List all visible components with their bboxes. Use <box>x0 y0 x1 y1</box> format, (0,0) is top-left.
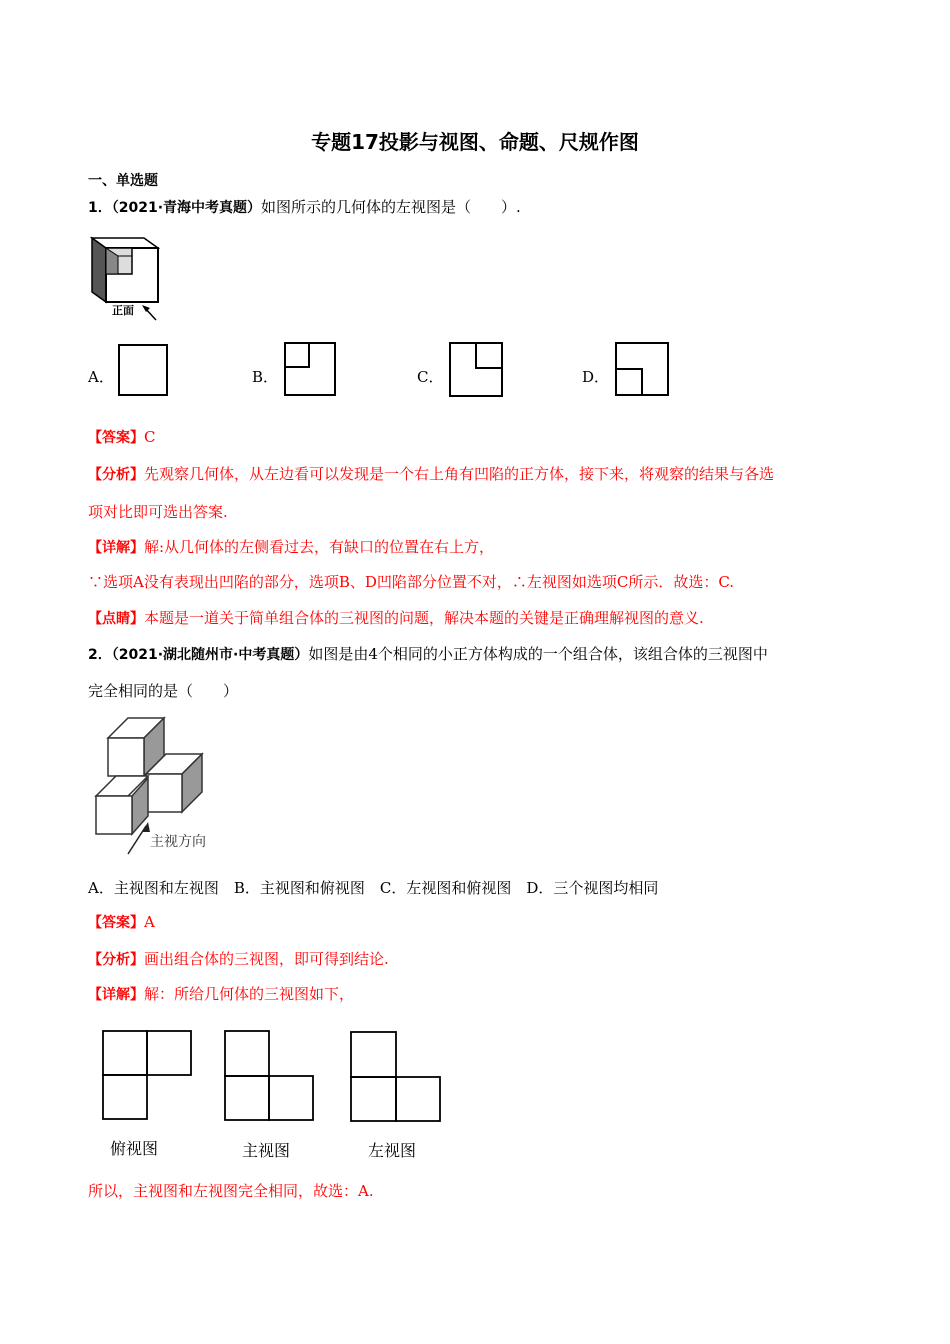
q1-option-b-figure <box>284 342 336 396</box>
q1-analysis <box>88 463 774 484</box>
q2-analysis-tag: 【分析】 <box>88 952 144 968</box>
q2-analysis <box>88 948 389 969</box>
q1-cube-left-face <box>92 238 106 302</box>
q2-top-view <box>102 1030 194 1162</box>
q1-detail-tag: 【详解】 <box>88 540 144 556</box>
q1-option-b-label: B． <box>252 368 279 386</box>
q2-front-view <box>224 1030 316 1164</box>
q2-detail-tag: 【详解】 <box>88 987 144 1003</box>
q1-option-a-label: A． <box>88 368 114 386</box>
q1-detail <box>88 536 494 557</box>
q2-stem-line <box>88 643 768 664</box>
q1-analysis-text-1: 先观察几何体，从左边看可以发现是一个右上角有凹陷的正方体，接下来，将观察的结果与各选 <box>144 465 775 483</box>
q2-options: A．主视图和左视图 B．主视图和俯视图 C．左视图和俯视图 D．三个视图均相同 <box>88 879 659 897</box>
q2-front-view-label: 主视图 <box>242 1141 291 1160</box>
q2-top-view-label: 俯视图 <box>110 1139 159 1158</box>
q1-option-a-figure <box>118 344 168 396</box>
q1-comment <box>88 607 704 628</box>
q1-option-c-label: C． <box>417 368 444 386</box>
q1-comment-tag: 【点睛】 <box>88 611 144 627</box>
section-heading: 一、单选题 <box>88 173 158 189</box>
q1-option-d-figure <box>615 342 669 396</box>
q1-stem: 如图所示的几何体的左视图是（ ）. <box>261 198 521 216</box>
q2-figure <box>92 716 232 858</box>
q2-left-view-label: 左视图 <box>368 1141 417 1160</box>
q2-answer <box>88 912 155 932</box>
q2-answer-tag: 【答案】 <box>88 915 144 931</box>
q2-conclusion: 所以，主视图和左视图完全相同，故选：A. <box>88 1182 374 1200</box>
q2-analysis-text: 画出组合体的三视图，即可得到结论. <box>144 950 389 968</box>
q1-comment-text: 本题是一道关于简单组合体的三视图的问题，解决本题的关键是正确理解视图的意义. <box>144 609 704 627</box>
q1-detail-text-2: ∵选项A没有表现出凹陷的部分，选项B、D凹陷部分位置不对，∴左视图如选项C所示．故选：C. <box>88 573 735 591</box>
q2-source: （2021·湖北随州市·中考真题） <box>111 647 309 663</box>
q1-answer <box>88 427 155 447</box>
q1-option-c-figure <box>449 342 503 397</box>
q2-detail-text: 解：所给几何体的三视图如下， <box>144 985 355 1003</box>
q2-figure-label: 主视方向 <box>150 834 206 850</box>
q2-left-view <box>350 1031 442 1164</box>
q2-number: 2． <box>88 647 112 663</box>
q1-analysis-tag: 【分析】 <box>88 467 144 483</box>
q2-detail <box>88 983 354 1004</box>
q1-stem-line <box>88 196 521 217</box>
q1-number: 1． <box>88 200 112 216</box>
q2-stem-2: 完全相同的是（ ） <box>88 682 239 700</box>
q1-source: （2021·青海中考真题） <box>111 200 262 216</box>
q1-option-d-label: D． <box>582 368 610 386</box>
q2-answer-value: A <box>144 913 155 931</box>
q2-stem-1: 如图是由4个相同的小正方体构成的一个组合体，该组合体的三视图中 <box>308 645 768 663</box>
q1-figure-label: 正面 <box>112 304 134 317</box>
q1-answer-value: C <box>144 428 156 446</box>
q1-answer-tag: 【答案】 <box>88 430 144 446</box>
q1-analysis-text-2: 项对比即可选出答案. <box>88 503 228 521</box>
q1-figure <box>88 234 168 324</box>
q1-detail-text-1: 解:从几何体的左侧看过去，有缺口的位置在右上方， <box>144 538 495 556</box>
page-title: 专题17投影与视图、命题、尺规作图 <box>311 130 639 154</box>
